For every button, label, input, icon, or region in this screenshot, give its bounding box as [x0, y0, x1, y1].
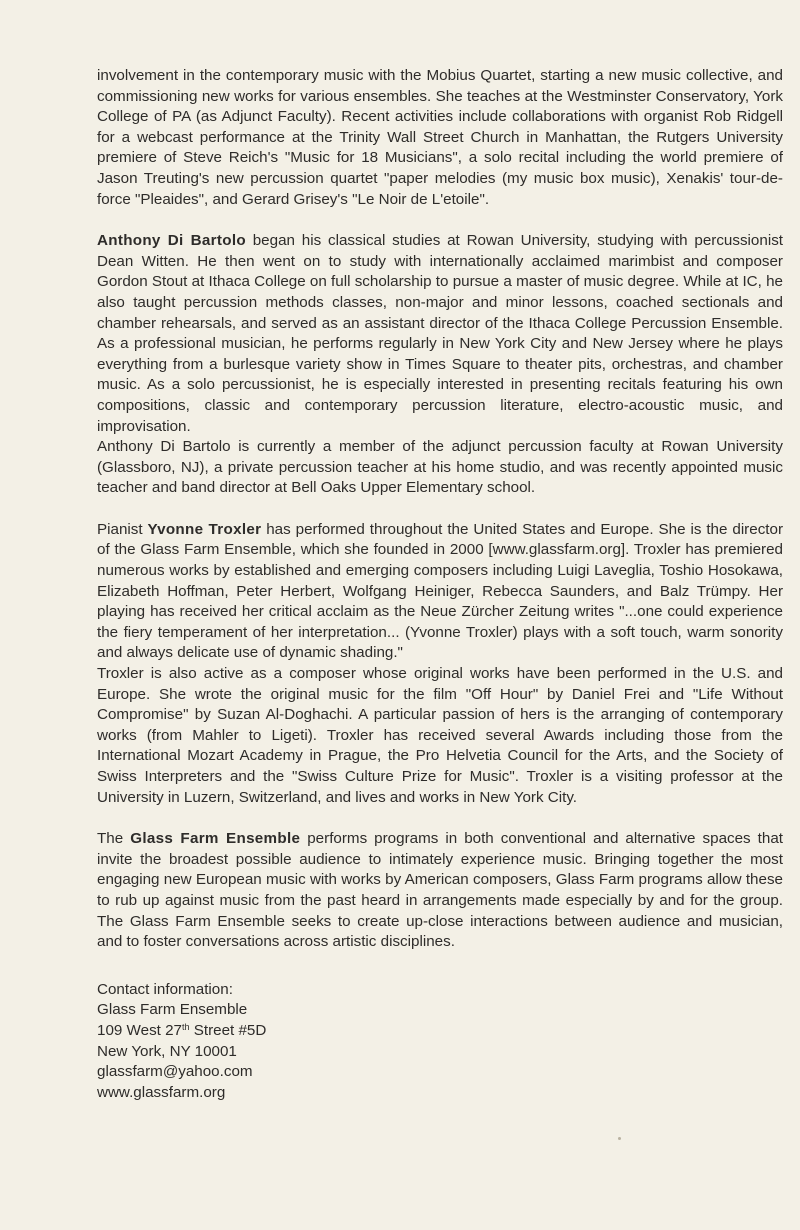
bartolo-bio: began his classical studies at Rowan University, studying with percussionist Dean Witten. He then went on to study with internationally acclaimed marimbist and composer Gordon Stout at Ithaca College on full scholarship to pursue a master of music degree. While at IC, he also taught percussion methods classes, non-major and minor lessons, coached sectionals and chamber rehearsals, and served as an assistant director of the Ithaca College Percussion Ensemble. As a professional musician, he performs regularly in New York City and New Jersey where he plays everything from a burlesque variety show in Times Square to theater pits, orchestras, and chamber music. As a solo percussionist, he is especially interested in presenting recitals featuring his own compositions, classic and contemporary percussion literature, electro-acoustic music, and improvisation.	[97, 232, 784, 435]
street-number: 109 West 27	[97, 1021, 182, 1039]
ensemble-paragraph	[97, 829, 783, 953]
ensemble-bio: performs programs in both conventional and alternative spaces that invite the broadest possible audience to intimately experience music. Bringing together the most engaging new European music with works by American composers, Glass Farm programs allow these to rub up against music from the past heard in arrangements made especially by and for the group. The Glass Farm Ensemble seeks to create up-close interactions between audience and musician, and to foster conversations across artistic disciplines.	[97, 830, 784, 951]
troxler-bio: has performed throughout the United States and Europe. She is the director of the Glass Farm Ensemble, which she founded in 2000 [www.glassfarm.org]. Troxler has premiered numerous works by established and emerging composers including Luigi Laveglia, Toshio Hosokawa, Elizabeth Hoffman, Peter Herbert, Wolfgang Heiniger, Rebecca Saunders, and Balz Trümpy. Her playing has received her critical acclaim as the Neue Zürcher Zeitung writes "...one could experience the fiery temperament of her interpretation... (Yvonne Troxler) plays with a soft touch, warm sonority and always delicate use of dynamic shading."	[97, 520, 784, 662]
contact-street	[97, 1021, 783, 1042]
text-column	[97, 66, 783, 1103]
ensemble-name: Glass Farm Ensemble	[130, 830, 301, 848]
ensemble-prefix: The	[97, 830, 131, 848]
street-suffix: th	[182, 1021, 190, 1032]
troxler-paragraph	[97, 520, 783, 664]
contact-email[interactable]: glassfarm@yahoo.com	[97, 1063, 253, 1081]
bartolo-paragraph	[97, 231, 783, 437]
contact-website[interactable]: www.glassfarm.org	[97, 1083, 226, 1101]
troxler-prefix: Pianist	[97, 520, 148, 538]
bartolo-paragraph-2: Anthony Di Bartolo is currently a member of the adjunct percussion faculty at Rowan University (Glassboro, NJ), a private percussion teacher at his home studio, and was recently appointed music teacher and band director at Bell Oaks Upper Elementary school.	[97, 438, 783, 497]
contact-heading: Contact information:	[97, 980, 233, 998]
contact-city: New York, NY 10001	[97, 1042, 237, 1060]
intro-paragraph: involvement in the contemporary music with the Mobius Quartet, starting a new music collective, and commissioning new works for various ensembles. She teaches at the Westminster Conservatory, York College of PA (as Adjunct Faculty). Recent activities include collaborations with organist Rob Ridgell for a webcast performance at the Trinity Wall Street Church in Manhattan, the Rutgers University premiere of Steve Reich's "Music for 18 Musicians", a solo recital including the world premiere of Jason Treuting's new percussion quartet "paper melodies (my music box music), Xenakis' tour-de-force "Pleaides", and Gerard Grisey's "Le Noir de L'etoile".	[97, 67, 783, 208]
paper-speck	[618, 1137, 621, 1140]
bartolo-name: Anthony Di Bartolo	[97, 232, 246, 250]
troxler-name: Yvonne Troxler	[147, 520, 262, 538]
contact-block	[97, 980, 783, 1104]
troxler-paragraph-2: Troxler is also active as a composer whose original works have been performed in the U.S. and Europe. She wrote the original music for the film "Off Hour" by Daniel Frei and "Life Without Compromise" by Suzan Al-Doghachi. A particular passion of hers is the arranging of contemporary works (from Mahler to Ligeti). Troxler has received several Awards including those from the International Mozart Academy in Prague, the Pro Helvetia Council for the Arts, and the Society of Swiss Interpreters and the "Swiss Culture Prize for Music". Troxler is a visiting professor at the University in Luzern, Switzerland, and lives and works in New York City.	[97, 665, 783, 806]
contact-org: Glass Farm Ensemble	[97, 1001, 248, 1019]
street-rest: Street #5D	[189, 1021, 267, 1039]
